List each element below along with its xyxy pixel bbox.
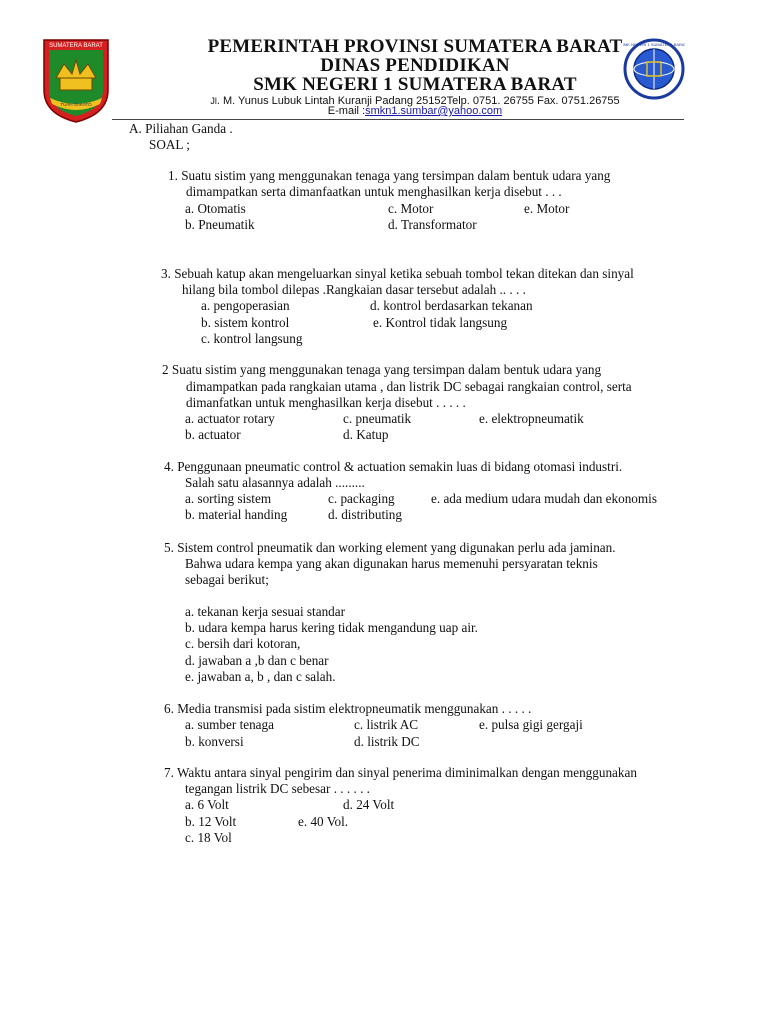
header-government: PEMERINTAH PROVINSI SUMATERA BARAT xyxy=(207,36,623,57)
option-b: b. material handing xyxy=(185,507,288,522)
header-department: DINAS PENDIDIKAN xyxy=(320,55,510,76)
option-e: e. Kontrol tidak langsung xyxy=(373,315,508,330)
option-d: d. jawaban a ,b dan c benar xyxy=(185,653,329,668)
option-d: d. listrik DC xyxy=(354,734,420,749)
option-a: a. sorting sistem xyxy=(185,491,272,506)
option-d: d. Transformator xyxy=(388,217,477,232)
option-a: a. sumber tenaga xyxy=(185,717,274,732)
svg-text:TUAH SAKATO: TUAH SAKATO xyxy=(60,102,92,107)
option-d: d. distributing xyxy=(328,507,402,522)
option-b: b. Pneumatik xyxy=(185,217,255,232)
option-a: a. actuator rotary xyxy=(185,411,275,426)
option-b: b. konversi xyxy=(185,734,244,749)
option-c: c. kontrol langsung xyxy=(201,331,303,346)
option-e: e. pulsa gigi gergaji xyxy=(479,717,583,732)
option-e: e. Motor xyxy=(524,201,570,216)
header-address: Jl. M. Yunus Lubuk Lintah Kuranji Padang 25152Telp. 0751. 26755 Fax. 0751.26755 xyxy=(210,95,620,107)
option-b: b. udara kempa harus kering tidak mengandung uap air. xyxy=(185,620,478,635)
svg-text:SMK NEGERI 1 SUMATERA BARAT: SMK NEGERI 1 SUMATERA BARAT xyxy=(623,42,685,47)
option-e: e. elektropneumatik xyxy=(479,411,584,426)
option-b: b. actuator xyxy=(185,427,241,442)
option-b: b. 12 Volt xyxy=(185,814,237,829)
option-d: d. kontrol berdasarkan tekanan xyxy=(370,298,533,313)
option-c: c. pneumatik xyxy=(343,411,412,426)
option-a: a. tekanan kerja sesuai standar xyxy=(185,604,346,619)
header-email: E-mail :smkn1.sumbar@yahoo.com xyxy=(327,105,503,117)
option-a: a. 6 Volt xyxy=(185,797,229,812)
option-c: c. listrik AC xyxy=(354,717,419,732)
option-d: d. Katup xyxy=(343,427,389,442)
option-d: d. 24 Volt xyxy=(343,797,395,812)
svg-text:SUMATERA BARAT: SUMATERA BARAT xyxy=(49,43,103,49)
section-title: A. Piliahan Ganda . xyxy=(129,121,233,136)
option-a: a. pengoperasian xyxy=(201,298,290,313)
option-c: c. 18 Vol xyxy=(185,830,232,845)
section-subtitle: SOAL ; xyxy=(149,137,190,152)
header-divider xyxy=(112,119,684,120)
option-a: a. Otomatis xyxy=(185,201,246,216)
option-e: e. 40 Vol. xyxy=(298,814,349,829)
option-b: b. sistem kontrol xyxy=(201,315,290,330)
option-c: c. Motor xyxy=(388,201,434,216)
option-c: c. packaging xyxy=(328,491,395,506)
option-c: c. bersih dari kotoran, xyxy=(185,636,301,651)
email-link[interactable]: smkn1.sumbar@yahoo.com xyxy=(365,105,503,117)
header-school: SMK NEGERI 1 SUMATERA BARAT xyxy=(253,74,577,95)
option-e: e. ada medium udara mudah dan ekonomis xyxy=(431,491,657,506)
option-e: e. jawaban a, b , dan c salah. xyxy=(185,669,336,684)
